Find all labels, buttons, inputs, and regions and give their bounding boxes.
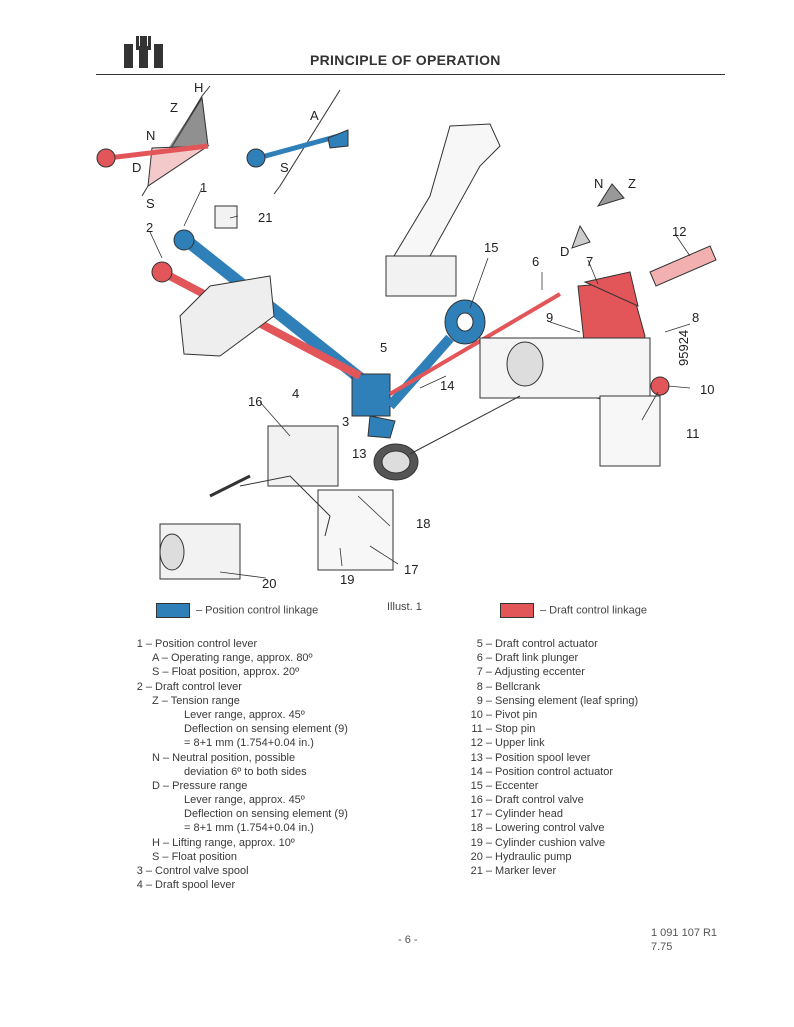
legend-entry-text: Bellcrank — [492, 680, 541, 693]
legend-entry-text: Eccenter — [492, 779, 539, 792]
callout-15: 15 — [484, 240, 499, 255]
inset-letter-d: D — [132, 160, 142, 175]
legend-entry-number: 11 – — [471, 723, 492, 736]
inset-letter-z: Z — [170, 100, 178, 115]
header-rule — [96, 74, 725, 75]
legend-entry-text: Position control lever — [152, 638, 258, 650]
callout-17: 17 — [404, 562, 419, 577]
legend-entry — [126, 821, 348, 835]
callout-14: 14 — [440, 378, 455, 393]
legend-entry-number: 5 – — [476, 638, 492, 650]
legend-entry-number: 19 – — [470, 836, 492, 849]
legend-entry — [466, 836, 638, 850]
legend-position-control — [156, 603, 318, 618]
legend-entry-text: A – Operating range, approx. 80º — [152, 652, 313, 665]
legend-entry-number: 18 – — [470, 822, 492, 835]
legend-entry — [126, 665, 348, 679]
legend-entry-number: 20 – — [470, 850, 492, 863]
legend-entry-text: Lowering control valve — [492, 822, 605, 835]
legend-entry-text: Sensing element (leaf spring) — [492, 694, 639, 707]
legend-entry — [466, 765, 638, 779]
legend-entry-text: Stop pin — [492, 723, 536, 736]
direction-arrow — [572, 184, 624, 248]
legend-entry — [126, 878, 348, 892]
inset-letter-h: H — [194, 80, 204, 95]
mechanical-components — [160, 124, 660, 579]
parts-list-right — [466, 637, 638, 878]
direction-letter-z: Z — [628, 176, 636, 191]
legend-entry — [126, 751, 348, 765]
legend-entry-text: Draft control lever — [152, 680, 242, 693]
callout-16: 16 — [248, 394, 263, 409]
legend-entry — [466, 651, 638, 665]
legend-entry — [466, 850, 638, 864]
callout-5: 5 — [380, 340, 388, 355]
blue-swatch — [156, 603, 190, 618]
legend-entry — [126, 680, 348, 694]
legend-entry — [126, 651, 348, 665]
legend-entry — [126, 637, 348, 651]
legend-entry-text: S – Float position — [152, 850, 237, 863]
legend-entry-number: 2 – — [136, 680, 152, 693]
parts-list-left — [126, 637, 348, 892]
legend-entry — [466, 694, 638, 708]
legend-entry — [466, 680, 638, 694]
illustration-number: Illust. 1 — [387, 601, 422, 613]
legend-entry-number: 16 – — [470, 794, 492, 807]
callout-6: 6 — [532, 254, 540, 269]
red-swatch — [500, 603, 534, 618]
legend-entry-text: = 8+1 mm (1.754+0.04 in.) — [184, 822, 314, 835]
legend-entry — [126, 850, 348, 864]
legend-entry — [466, 708, 638, 722]
legend-entry — [126, 736, 348, 750]
direction-letter-d: D — [560, 244, 570, 259]
legend-entry-text: Draft control actuator — [492, 638, 598, 650]
legend-entry — [466, 736, 638, 750]
position-lever-inset — [247, 90, 348, 194]
legend-entry-number: 13 – — [470, 751, 492, 764]
inset-letter-s: S — [146, 196, 155, 211]
legend-entry-text: Cylinder head — [492, 808, 563, 821]
callout-12: 12 — [672, 224, 687, 239]
legend-entry-text: D – Pressure range — [152, 779, 248, 792]
callout-9: 9 — [546, 310, 554, 325]
legend-entry-number: 1 – — [136, 638, 152, 650]
legend-entry-number: 6 – — [476, 652, 492, 665]
legend-entry-number: 10 – — [470, 708, 492, 721]
hydraulic-linkage-illustration — [90, 76, 730, 596]
legend-entry — [126, 708, 348, 722]
legend-entry-number: 14 – — [470, 765, 492, 778]
legend-entry — [126, 722, 348, 736]
inset-letter-s-position: S — [280, 160, 289, 175]
legend-entry-text: Draft control valve — [492, 794, 584, 807]
legend-entry-number: 17 – — [470, 808, 492, 821]
callout-13: 13 — [352, 446, 367, 461]
legend-entry-number: 15 – — [470, 779, 492, 792]
legend-entry-text: Draft link plunger — [492, 652, 579, 665]
callout-8: 8 — [692, 310, 700, 325]
legend-entry-text: H – Lifting range, approx. 10º — [152, 836, 295, 849]
legend-entry — [126, 765, 348, 779]
legend-entry — [126, 779, 348, 793]
legend-entry-text: Deflection on sensing element (9) — [184, 723, 348, 736]
direction-letter-n: N — [594, 176, 604, 191]
legend-entry — [126, 793, 348, 807]
document-code — [651, 926, 717, 954]
document-code-line1: 1 091 107 R1 — [651, 927, 718, 939]
legend-entry — [466, 751, 638, 765]
legend-draft-label: – Draft control linkage — [540, 604, 647, 617]
legend-entry-text: Position spool lever — [492, 751, 591, 764]
page-number: - 6 - — [398, 934, 418, 946]
callout-11: 11 — [686, 426, 700, 441]
legend-entry-text: Z – Tension range — [152, 694, 240, 707]
legend-entry — [466, 821, 638, 835]
legend-entry-text: Lever range, approx. 45º — [184, 708, 305, 721]
legend-entry — [126, 807, 348, 821]
document-code-line2: 7.75 — [651, 941, 673, 953]
legend-entry-number: 4 – — [136, 879, 152, 892]
legend-entry-text: N – Neutral position, possible — [152, 751, 296, 764]
callout-19: 19 — [340, 572, 355, 587]
legend-entry-text: Pivot pin — [492, 708, 538, 721]
legend-position-label: – Position control linkage — [196, 604, 319, 617]
callout-3: 3 — [342, 414, 350, 429]
legend-entry-text: Marker lever — [492, 865, 557, 877]
legend-entry — [126, 694, 348, 708]
legend-entry-number: 7 – — [476, 666, 492, 679]
callout-1: 1 — [200, 180, 208, 195]
callout-18: 18 — [416, 516, 431, 531]
legend-entry-text: S – Float position, approx. 20º — [152, 666, 300, 679]
legend-entry — [126, 864, 348, 878]
inset-letter-n: N — [146, 128, 156, 143]
legend-entry-text: Control valve spool — [152, 865, 249, 877]
legend-entry-text: = 8+1 mm (1.754+0.04 in.) — [184, 737, 314, 750]
legend-entry-text: Hydraulic pump — [492, 850, 572, 863]
callout-20: 20 — [262, 576, 277, 591]
legend-entry-text: Lever range, approx. 45º — [184, 794, 305, 807]
legend-entry — [466, 793, 638, 807]
callout-10: 10 — [700, 382, 715, 397]
legend-entry-text: Cylinder cushion valve — [492, 836, 606, 849]
company-logo — [124, 36, 164, 68]
legend-entry-text: Deflection on sensing element (9) — [184, 808, 348, 821]
legend-entry-text: deviation 6º to both sides — [184, 765, 307, 778]
legend-entry-number: 12 – — [470, 737, 492, 750]
legend-entry — [466, 722, 638, 736]
inset-letter-a: A — [310, 108, 319, 123]
page-title: PRINCIPLE OF OPERATION — [310, 52, 501, 68]
legend-entry-text: Upper link — [492, 737, 545, 750]
callout-4: 4 — [292, 386, 300, 401]
legend-entry — [126, 836, 348, 850]
legend-entry-text: Position control actuator — [492, 765, 614, 778]
legend-entry-number: 3 – — [136, 865, 152, 877]
legend-entry — [466, 637, 638, 651]
legend-entry-number: 8 – — [476, 680, 492, 693]
legend-entry-text: Draft spool lever — [152, 879, 236, 892]
legend-entry — [466, 665, 638, 679]
callout-21: 21 — [258, 210, 273, 225]
legend-draft-control — [500, 603, 647, 618]
callout-2: 2 — [146, 220, 154, 235]
legend-entry — [466, 864, 638, 878]
reference-code: 95924 — [676, 329, 691, 366]
callout-7: 7 — [586, 254, 594, 269]
legend-entry-text: Adjusting eccenter — [492, 666, 585, 679]
legend-entry-number: 21 – — [470, 865, 492, 877]
legend-entry-number: 9 – — [476, 694, 492, 707]
legend-entry — [466, 779, 638, 793]
legend-entry — [466, 807, 638, 821]
